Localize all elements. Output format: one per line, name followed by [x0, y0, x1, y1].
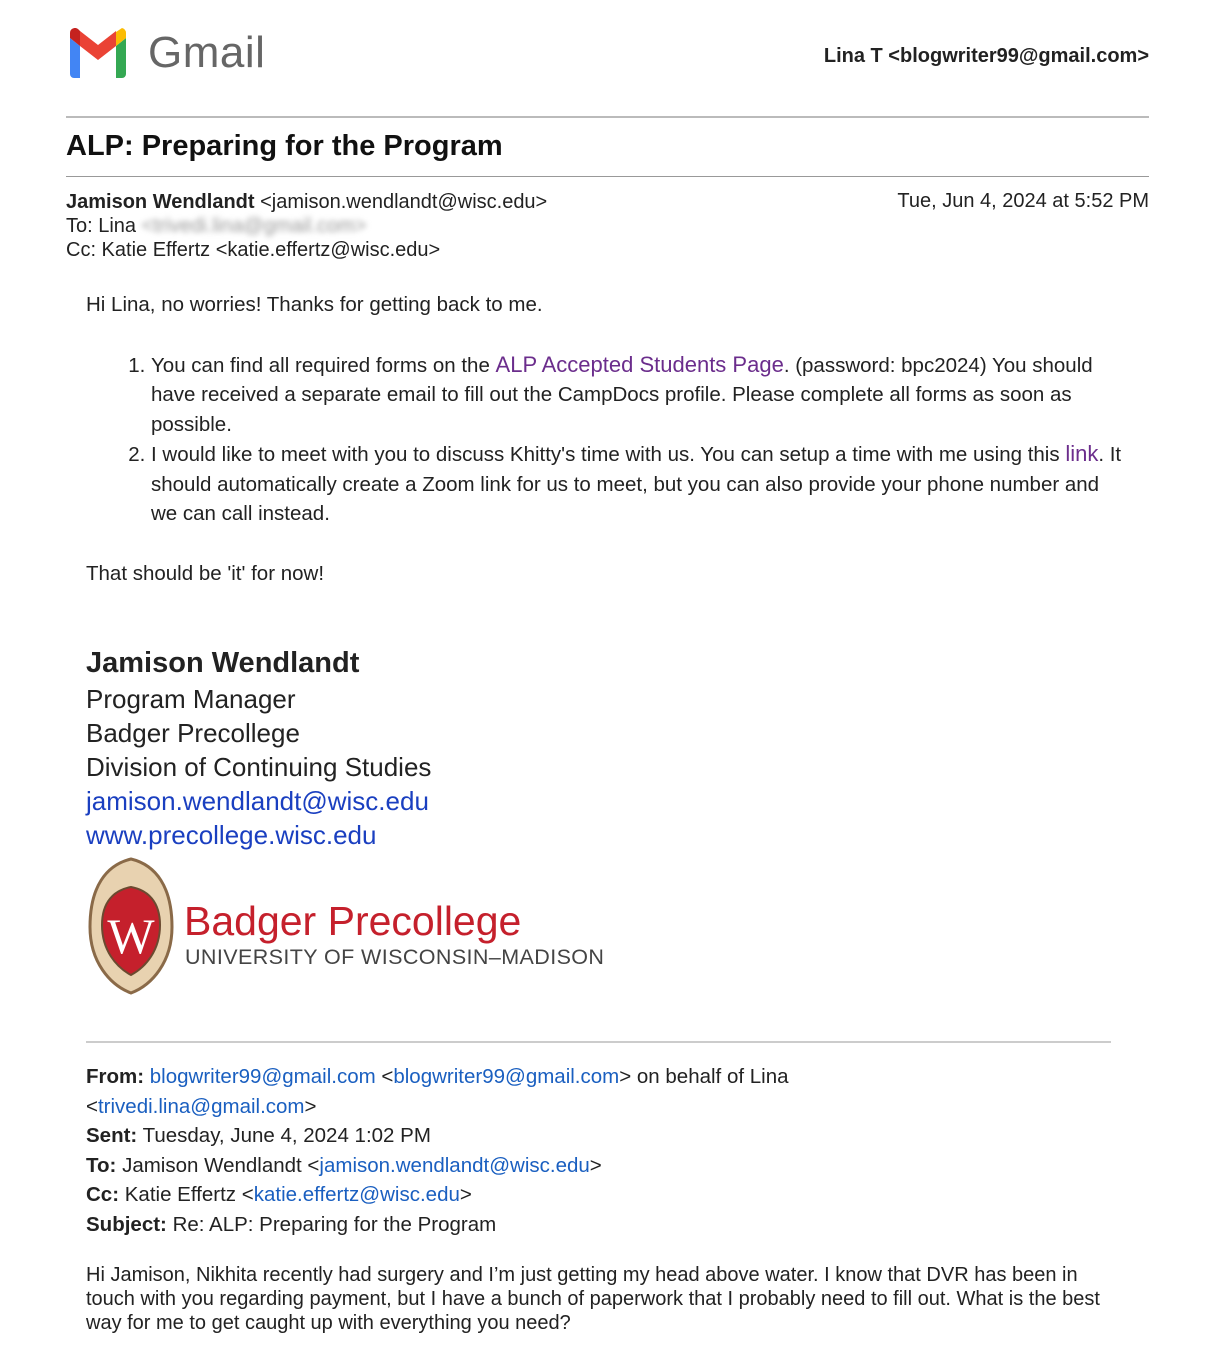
divider: [66, 116, 1149, 118]
account-label: Lina T <blogwriter99@gmail.com>: [823, 45, 1149, 67]
signature-name: Jamison Wendlandt: [86, 647, 360, 679]
email-body: [86, 290, 1126, 588]
cc-label: Cc:: [86, 1183, 120, 1206]
to-name: Jamison Wendlandt <: [122, 1153, 320, 1177]
list-item: [151, 350, 1126, 440]
quoted-header: From: blogwriter99@gmail.com <blogwriter99@gmail.com> on behalf of Lina <trivedi.lina@gmail.com> Sent: Tuesday, June 4, 2024 1:02 PM To: Jamison Wendlandt <jamison.wendlandt@wisc.edu> Cc: Katie Effertz <katie.effertz@wisc.edu> Subject: Re: ALP: Preparing for the Program: [86, 1065, 789, 1236]
signature-email-link[interactable]: jamison.wendlandt@wisc.edu: [86, 786, 429, 816]
from-email-link[interactable]: blogwriter99@gmail.com: [149, 1065, 376, 1088]
logo-subtitle: UNIVERSITY OF WISCONSIN–MADISON: [185, 945, 605, 969]
email-date: Tue, Jun 4, 2024 at 5:52 PM: [897, 190, 1149, 212]
uw-crest-logo: [86, 857, 176, 995]
cc-line: Cc: Katie Effertz <katie.effertz@wisc.edu>: [66, 239, 441, 261]
list-item: [151, 439, 1126, 529]
signature-division: Division of Continuing Studies: [86, 752, 432, 782]
sent-value: Tuesday, June 4, 2024 1:02 PM: [142, 1124, 431, 1147]
scheduling-link[interactable]: link: [1065, 441, 1099, 466]
item-text: You can find all required forms on the: [151, 353, 496, 377]
cc-name: Katie Effertz <: [124, 1183, 254, 1206]
signature-title: Program Manager: [86, 684, 296, 714]
subject-value: Re: ALP: Preparing for the Program: [172, 1212, 497, 1236]
gmail-logo[interactable]: [66, 28, 265, 78]
gmail-m-icon: [66, 28, 130, 78]
closing: That should be 'it' for now!: [86, 561, 325, 585]
logo-title: Badger Precollege: [184, 898, 522, 944]
from-email-link[interactable]: blogwriter99@gmail.com: [393, 1065, 620, 1088]
sender-email: <jamison.wendlandt@wisc.edu>: [260, 191, 548, 213]
divider: [86, 1041, 1111, 1043]
item-text: I would like to meet with you to discuss Khitty's time with us. You can setup a time with me using this: [151, 443, 1066, 466]
to-email-link[interactable]: jamison.wendlandt@wisc.edu: [319, 1153, 590, 1177]
from-suffix: > on behalf of Lina: [619, 1065, 789, 1088]
signature-website-link[interactable]: www.precollege.wisc.edu: [86, 820, 377, 850]
to-label: To:: [86, 1153, 117, 1177]
signature: [86, 646, 431, 852]
lina-email-link[interactable]: trivedi.lina@gmail.com: [97, 1094, 305, 1118]
to-label: To: Lina: [66, 215, 137, 237]
signature-org: Badger Precollege: [86, 718, 300, 748]
email-meta: [66, 190, 547, 262]
from-label: From:: [86, 1065, 145, 1088]
alp-accepted-students-link[interactable]: ALP Accepted Students Page: [495, 351, 784, 377]
to-email-redacted: <trivedi.lina@gmail.com>: [141, 215, 367, 237]
sender-name: Jamison Wendlandt: [66, 191, 255, 213]
email-subject: ALP: Preparing for the Program: [66, 130, 503, 162]
cc-email-link[interactable]: katie.effertz@wisc.edu: [253, 1183, 460, 1206]
divider: [66, 176, 1149, 177]
svg-text:W: W: [107, 908, 155, 964]
quoted-message: Hi Jamison, Nikhita recently had surgery and I’m just getting my head above water. I know that DVR has been in touch with you regarding payment, but I have a bunch of paperwork that I probably need to fill out. What is the best way for me to get caught up with everything you need?: [86, 1264, 1100, 1334]
sent-label: Sent:: [86, 1124, 138, 1147]
greeting: Hi Lina, no worries! Thanks for getting back to me.: [86, 293, 543, 316]
item-text: . It should automatically create a Zoom link for us to meet, but you can also provide your phone number and we can call instead.: [151, 443, 1122, 525]
subject-label: Subject:: [86, 1212, 167, 1236]
app-name: Gmail: [148, 28, 266, 77]
item-text: . (password: bpc2024) You should have received a separate email to fill out the CampDocs profile. Please complete all forms as soon as possible.: [151, 353, 1093, 436]
